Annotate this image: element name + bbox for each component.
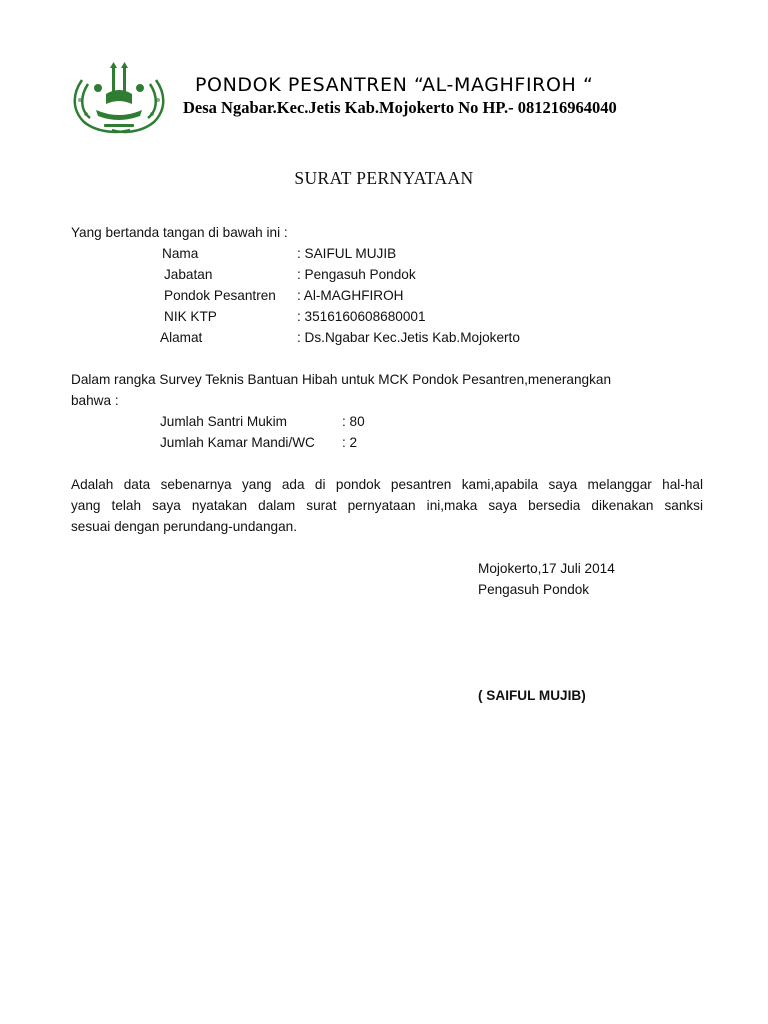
signature-name: ( SAIFUL MUJIB)	[478, 688, 586, 703]
statement-line-1: Adalah data sebenarnya yang ada di pondok pesantren kami,apabila saya melanggar hal-hal	[71, 477, 703, 492]
identity-label-nik: NIK KTP	[164, 309, 217, 324]
organization-name: PONDOK PESANTREN “AL-MAGHFIROH “	[195, 74, 594, 96]
fact-label-santri: Jumlah Santri Mukim	[160, 414, 287, 429]
identity-value-pesantren: : Al-MAGHFIROH	[297, 288, 404, 303]
identity-label-name: Nama	[162, 246, 199, 261]
pesantren-logo-icon	[68, 60, 172, 136]
signature-role: Pengasuh Pondok	[478, 582, 590, 597]
intro-text: Yang bertanda tangan di bawah ini :	[71, 225, 288, 240]
organization-address: Desa Ngabar.Kec.Jetis Kab.Mojokerto No HP.- 081216964040	[183, 98, 617, 117]
fact-value-santri: : 80	[342, 414, 365, 429]
identity-label-address: Alamat	[160, 330, 203, 345]
fact-label-wc: Jumlah Kamar Mandi/WC	[160, 435, 315, 450]
fact-value-wc: : 2	[342, 435, 358, 450]
statement-line-2: yang telah saya nyatakan dalam surat pernyataan ini,maka saya bersedia dikenakan sanksi	[71, 498, 703, 513]
identity-value-address: : Ds.Ngabar Kec.Jetis Kab.Mojokerto	[297, 330, 520, 345]
identity-value-nik: : 3516160608680001	[297, 309, 426, 324]
purpose-line-2: bahwa :	[71, 393, 119, 408]
purpose-line-1: Dalam rangka Survey Teknis Bantuan Hibah untuk MCK Pondok Pesantren,menerangkan	[71, 372, 612, 387]
signature-place-date: Mojokerto,17 Juli 2014	[478, 561, 615, 576]
identity-value-position: : Pengasuh Pondok	[297, 267, 416, 282]
identity-label-pesantren: Pondok Pesantren	[164, 288, 276, 303]
identity-value-name: : SAIFUL MUJIB	[297, 246, 397, 261]
document-title: SURAT PERNYATAAN	[294, 168, 474, 188]
identity-label-position: Jabatan	[164, 267, 213, 282]
statement-line-3: sesuai dengan perundang-undangan.	[71, 519, 298, 534]
